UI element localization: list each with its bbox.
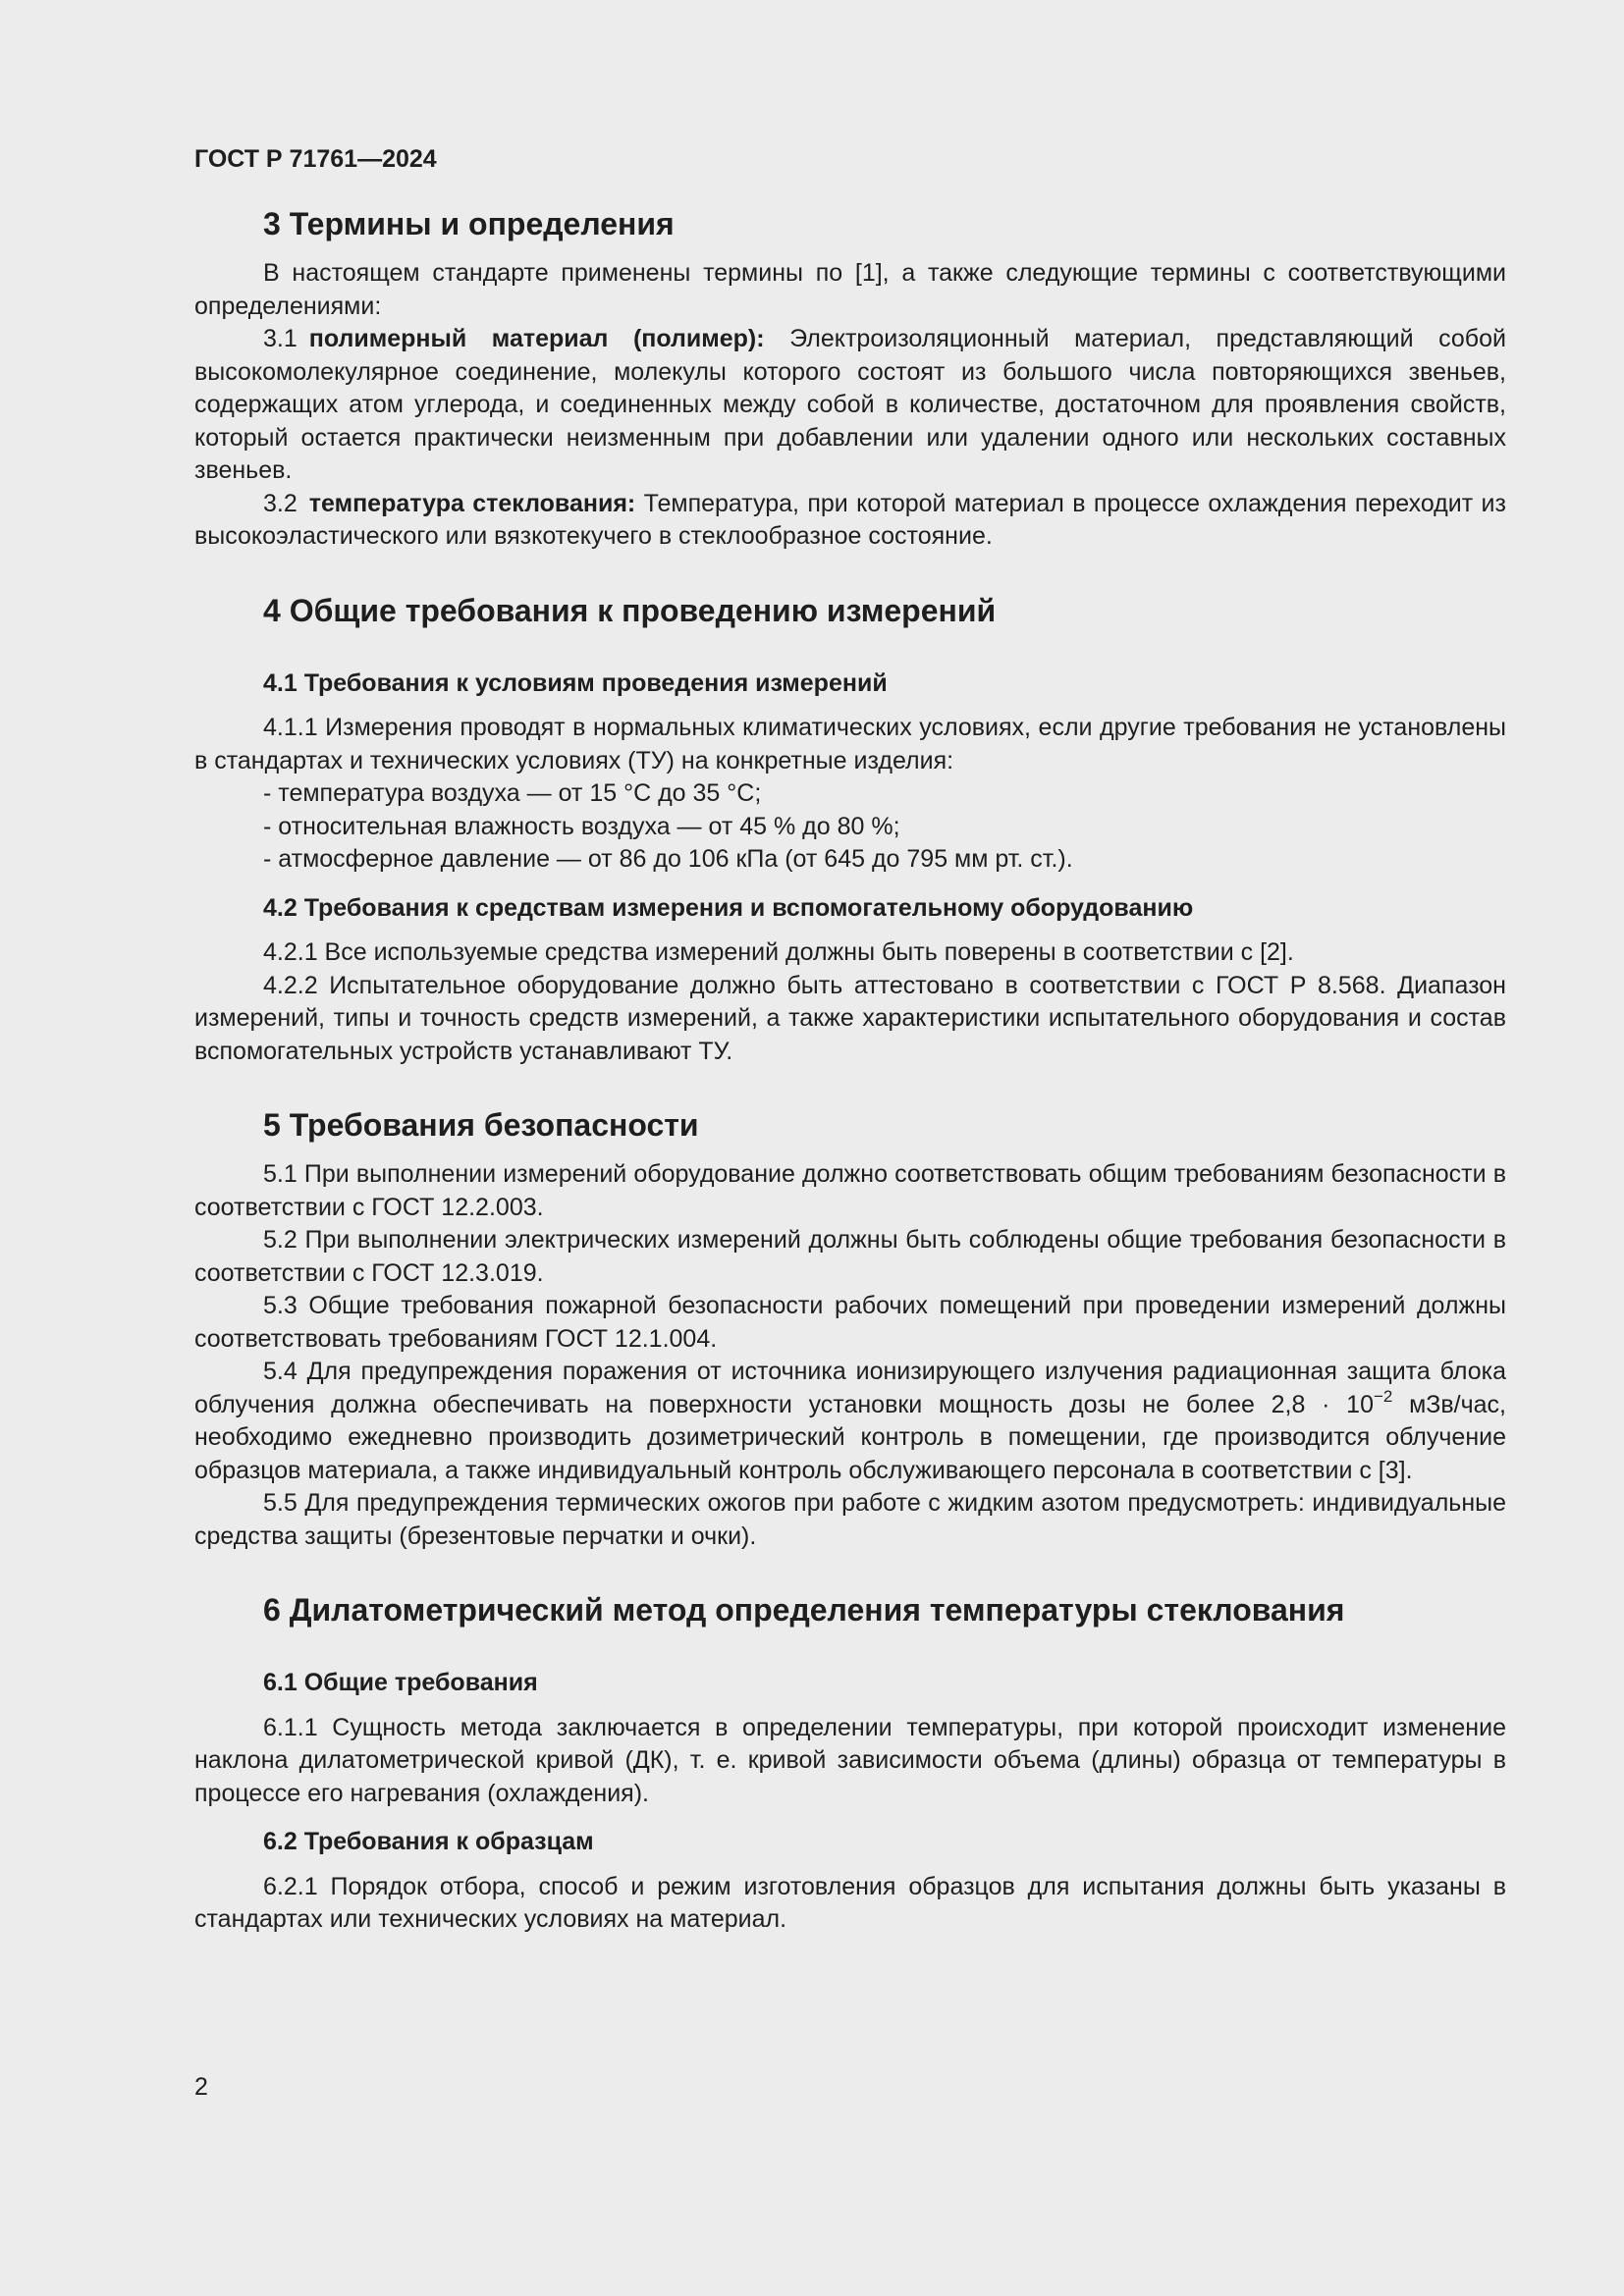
document-header: ГОСТ Р 71761—2024	[194, 145, 437, 173]
paragraph-5-2: 5.2 При выполнении электрических измерений должны быть соблюдены общие требования безопасности в соответствии с ГОСТ 12.3.019.	[194, 1226, 1506, 1287]
term-3-1-definition: Электроизоляционный материал, представляющий собой высокомолекулярное соединение, молекулы которого состоят из большого числа повторяющихся звеньев, содержащих атом углерода, и соединенных между собой в количестве, достаточном для проявления свойств, который остается практически неизменным при добавлении или удалении одного или нескольких составных звеньев.	[194, 325, 1506, 484]
page-content	[194, 145, 1506, 1937]
paragraph-4-1-1: 4.1.1 Измерения проводят в нормальных климатических условиях, если другие требования не установлены в стандартах и технических условиях (ТУ) на конкретные изделия:	[194, 714, 1506, 774]
term-3-2	[194, 488, 1506, 554]
subsection-4-1-title: 4.1 Требования к условиям проведения измерений	[263, 668, 888, 697]
paragraph-5-5: 5.5 Для предупреждения термических ожогов при работе с жидким азотом предусмотреть: индивидуальные средства защиты (брезентовые перчатки и очки).	[194, 1489, 1506, 1550]
paragraph-6-1-1: 6.1.1 Сущность метода заключается в определении температуры, при которой происходит изменение наклона дилатометрической кривой (ДК), т. е. кривой зависимости объема (длины) образца от температуры в процессе его нагревания (охлаждения).	[194, 1713, 1506, 1807]
term-3-1	[194, 323, 1506, 488]
paragraph-5-1: 5.1 При выполнении измерений оборудование должно соответствовать общим требованиям безопасности в соответствии с ГОСТ 12.2.003.	[194, 1160, 1506, 1221]
section-5-title: 5 Требования безопасности	[263, 1107, 699, 1143]
subsection-6-1-title: 6.1 Общие требования	[263, 1669, 538, 1696]
paragraph-5-4-start: 5.4 Для предупреждения поражения от источника ионизирующего излучения радиационная защита блока облучения должна обеспечивать на поверхности установки мощность дозы не более 2,8 · 10	[194, 1358, 1506, 1418]
term-3-1-term: полимерный материал (полимер):	[308, 325, 765, 352]
section-4-title: 4 Общие требования к проведению измерений	[263, 592, 997, 628]
paragraph-4-2-2: 4.2.2 Испытательное оборудование должно быть аттестовано в соответствии с ГОСТ Р 8.568. Диапазон измерений, типы и точность средств измерений, а также характеристики испытательного оборудования и состав вспомогательных устройств устанавливают ТУ.	[194, 971, 1506, 1065]
paragraph-4-2-1: 4.2.1 Все используемые средства измерений должны быть поверены в соответствии с [2].	[263, 938, 1294, 966]
subsection-4-2-title: 4.2 Требования к средствам измерения и вспомогательному оборудованию	[263, 893, 1194, 922]
section-3-intro: В настоящем стандарте применены термины по [1], а также следующие термины с соответствующими определениями:	[194, 259, 1506, 320]
list-item: - относительная влажность воздуха — от 45 % до 80 %;	[263, 812, 900, 840]
term-3-2-number: 3.2	[263, 489, 298, 517]
exponent: −2	[1374, 1386, 1393, 1406]
paragraph-5-3: 5.3 Общие требования пожарной безопасности рабочих помещений при проведении измерений должны соответствовать требованиям ГОСТ 12.1.004.	[194, 1292, 1506, 1353]
page-number: 2	[194, 2073, 208, 2101]
term-3-2-term: температура стеклования:	[308, 489, 636, 517]
paragraph-5-4	[194, 1356, 1506, 1487]
subsection-6-2-title: 6.2 Требования к образцам	[263, 1828, 594, 1855]
list-item: - температура воздуха — от 15 °С до 35 °С;	[263, 779, 762, 807]
conditions-list	[194, 777, 1506, 877]
list-item: - атмосферное давление — от 86 до 106 кПа (от 645 до 795 мм рт. ст.).	[263, 845, 1073, 873]
term-3-1-number: 3.1	[263, 325, 298, 352]
section-6-title: 6 Дилатометрический метод определения температуры стеклования	[263, 1592, 1345, 1628]
term-3-2-definition: Температура, при которой материал в процессе охлаждения переходит из высокоэластического или вязкотекучего в стеклообразное состояние.	[194, 489, 1506, 550]
section-3-title: 3 Термины и определения	[263, 206, 675, 241]
paragraph-5-4-end: мЗв/час, необходимо ежедневно производить дозиметрический контроль в помещении, где производится облучение образцов материала, а также индивидуальный контроль обслуживающего персонала в соответствии с [3].	[194, 1390, 1507, 1484]
paragraph-6-2-1: 6.2.1 Порядок отбора, способ и режим изготовления образцов для испытания должны быть указаны в стандартах или технических условиях на материал.	[194, 1872, 1506, 1933]
